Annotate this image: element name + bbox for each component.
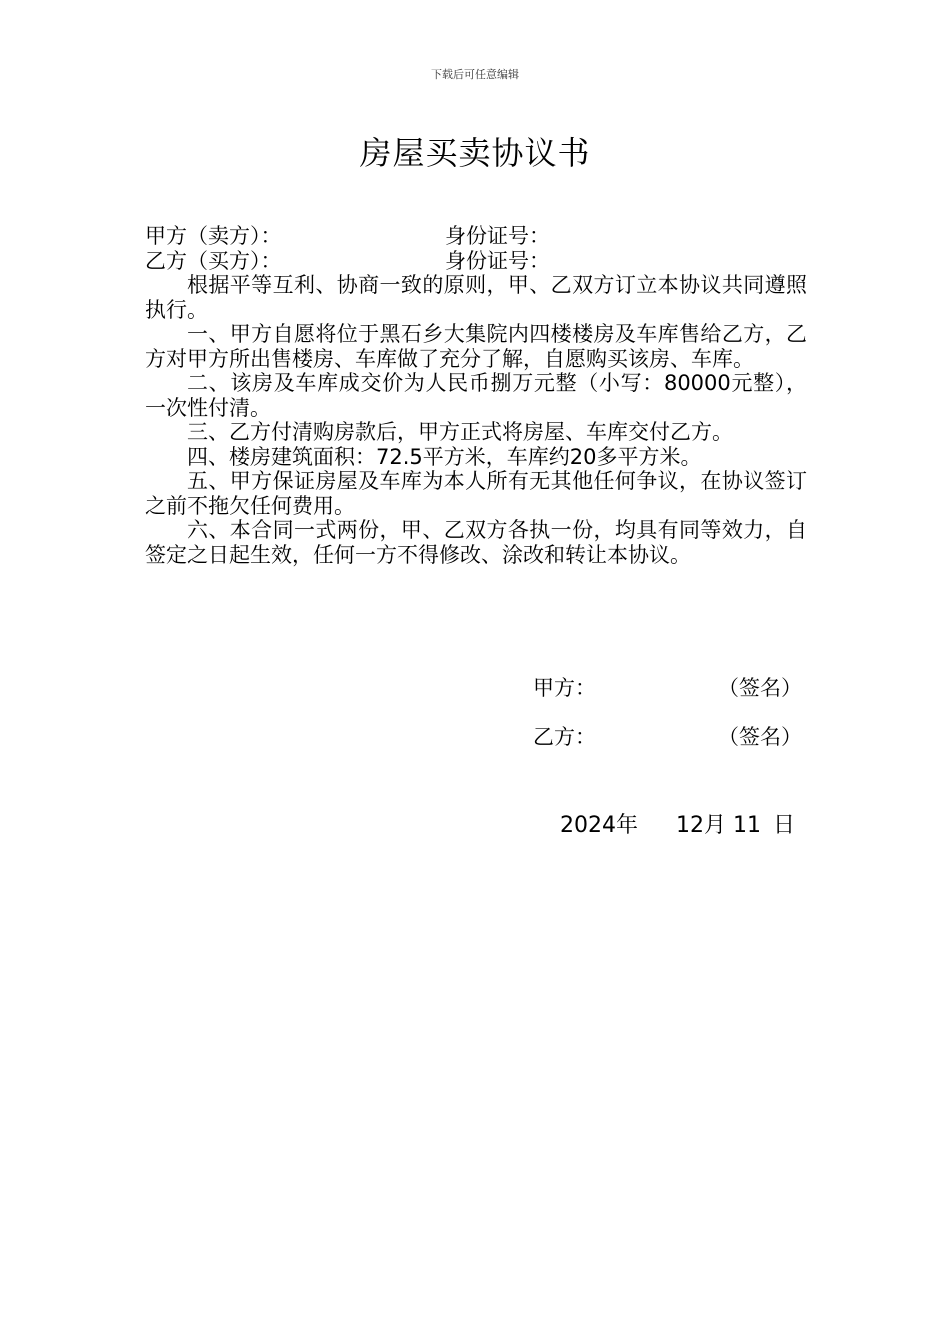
agreement-body: [145, 224, 807, 567]
paragraph-intro: 根据平等互利、协商一致的原则，甲、乙双方订立本协议共同遵照执行。: [145, 273, 807, 322]
party-a-signature-label: 甲方：: [533, 676, 596, 700]
date-year: 2024: [560, 813, 616, 838]
signing-date: [560, 808, 795, 839]
date-month: 12: [676, 813, 705, 838]
party-a-signature-mark: （签名）: [718, 676, 802, 700]
seller-id-label: 身份证号：: [445, 224, 550, 248]
header-note: 下载后可任意编辑: [431, 68, 519, 81]
date-day: 11: [733, 813, 762, 838]
party-b-signature-row: [533, 721, 813, 747]
date-year-unit: 年: [616, 813, 639, 838]
paragraph-clause-5: 五、甲方保证房屋及车库为本人所有无其他任何争议，在协议签订之前不拖欠任何费用。: [145, 469, 807, 518]
buyer-line: [145, 249, 807, 274]
paragraph-clause-2: 二、该房及车库成交价为人民币捌万元整（小写：80000元整），一次性付清。: [145, 371, 807, 420]
buyer-id-label: 身份证号：: [445, 248, 550, 273]
party-b-signature-label: 乙方：: [533, 725, 596, 749]
buyer-label: 乙方（买方）：: [145, 248, 282, 273]
document-title: 房屋买卖协议书: [359, 134, 591, 172]
date-month-unit: 月: [704, 813, 727, 838]
seller-label: 甲方（卖方）：: [145, 224, 282, 248]
date-day-unit: 日: [773, 813, 796, 838]
party-a-signature-row: [533, 672, 813, 698]
party-b-signature-mark: （签名）: [718, 725, 802, 749]
seller-line: [145, 224, 807, 249]
paragraph-clause-3: 三、乙方付清购房款后，甲方正式将房屋、车库交付乙方。: [187, 420, 733, 444]
paragraph-clause-1: 一、甲方自愿将位于黑石乡大集院内四楼楼房及车库售给乙方，乙方对甲方所出售楼房、车库做了充分了解，自愿购买该房、车库。: [145, 322, 807, 371]
paragraph-clause-4: 四、楼房建筑面积：72.5平方米，车库约20多平方米。: [187, 444, 702, 469]
paragraph-clause-6: 六、本合同一式两份，甲、乙双方各执一份，均具有同等效力，自签定之日起生效，任何一方不得修改、涂改和转让本协议。: [145, 518, 807, 567]
